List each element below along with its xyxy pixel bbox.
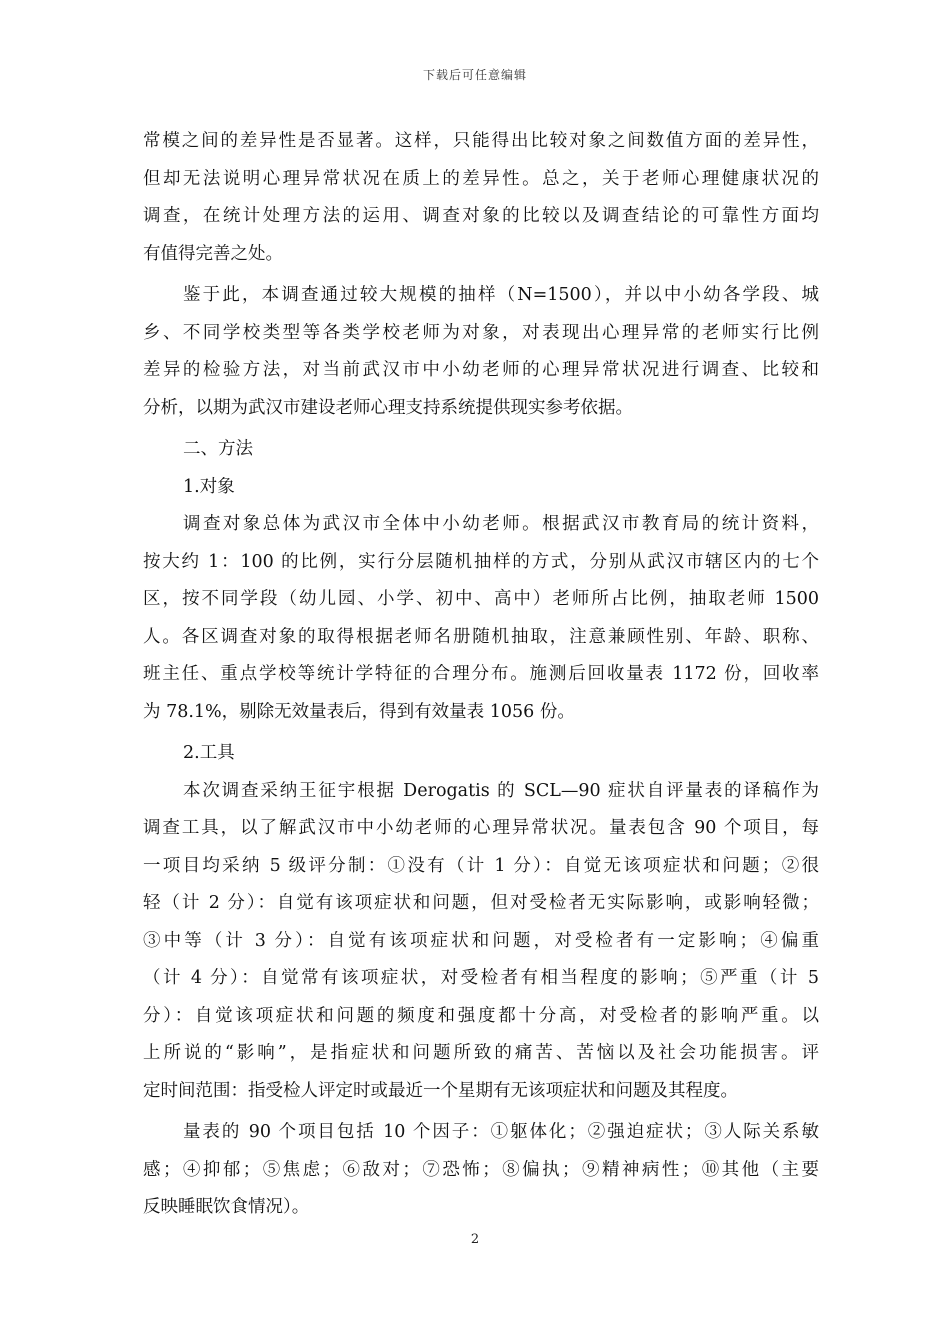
- text-line: ③中等（计 3 分）：自觉有该项症状和问题，对受检者有一定影响；④偏重: [143, 930, 819, 951]
- text-line: 轻（计 2 分）：自觉有该项症状和问题，但对受检者无实际影响，或影响轻微；: [143, 893, 819, 913]
- text-line: 分）：自觉该项症状和问题的频度和强度都十分高，对受检者的影响严重。以: [143, 1005, 819, 1026]
- text-line: 班主任、重点学校等统计学特征的合理分布。施测后回收量表 1172 份，回收率: [143, 664, 819, 684]
- paragraph: [143, 773, 819, 1111]
- text-line: 调查工具，以了解武汉市中小幼老师的心理异常状况。量表包含 90 个项目，每: [143, 818, 819, 838]
- text-line: 本次调查采纳王征宇根据 Derogatis 的 SCL—90 症状自评量表的译稿作为: [183, 780, 819, 801]
- text-line: 一项目均采纳 5 级评分制：①没有（计 1 分）：自觉无该项症状和问题；②很: [143, 855, 819, 876]
- text-line: 人。各区调查对象的取得根据老师名册随机抽取，注意兼顾性别、年龄、职称、: [143, 626, 819, 647]
- text-line: 有值得完善之处。: [143, 243, 283, 264]
- text-line: 乡、不同学校类型等各类学校老师为对象，对表现出心理异常的老师实行比例: [143, 322, 819, 343]
- text-line: 分析，以期为武汉市建设老师心理支持系统提供现实参考依据。: [143, 397, 633, 418]
- text-line: 按大约 1：100 的比例，实行分层随机抽样的方式，分别从武汉市辖区内的七个: [143, 551, 819, 572]
- text-line: 定时间范围：指受检人评定时或最近一个星期有无该项症状和问题及其程度。: [143, 1080, 738, 1101]
- heading-text: 2.工具: [183, 743, 235, 763]
- text-line: （计 4 分）：自觉常有该项症状，对受检者有相当程度的影响；⑤严重（计 5: [143, 968, 819, 988]
- paragraph: [143, 277, 819, 427]
- paragraph: [143, 1114, 819, 1227]
- text-line: 反映睡眠饮食情况）。: [143, 1197, 310, 1217]
- heading-text: 二、方法: [183, 439, 253, 459]
- paragraph: [143, 506, 819, 731]
- subsection-heading: [143, 469, 819, 507]
- text-line: 但却无法说明心理异常状况在质上的差异性。总之，关于老师心理健康状况的: [143, 168, 819, 189]
- text-line: 调查，在统计处理方法的运用、调查对象的比较以及调查结论的可靠性方面均: [143, 206, 819, 226]
- text-line: 为 78.1%，剔除无效量表后，得到有效量表 1056 份。: [143, 701, 575, 722]
- page-header: 下载后可任意编辑: [422, 68, 527, 82]
- document-body: [143, 123, 819, 1227]
- text-line: 上所说的“影响”，是指症状和问题所致的痛苦、苦恼以及社会功能损害。评: [143, 1043, 819, 1063]
- section-heading: [143, 431, 819, 469]
- heading-text: 1.对象: [183, 476, 235, 497]
- text-line: 区，按不同学段（幼儿园、小学、初中、高中）老师所占比例，抽取老师 1500: [143, 589, 819, 609]
- text-line: 鉴于此，本调查通过较大规模的抽样（N=1500），并以中小幼各学段、城: [183, 285, 819, 305]
- subsection-heading: [143, 735, 819, 773]
- text-line: 差异的检验方法，对当前武汉市中小幼老师的心理异常状况进行调查、比较和: [143, 360, 819, 380]
- paragraph: [143, 123, 819, 273]
- text-line: 常模之间的差异性是否显著。这样，只能得出比较对象之间数值方面的差异性，: [143, 131, 819, 151]
- text-line: 感；④抑郁；⑤焦虑；⑥敌对；⑦恐怖；⑧偏执；⑨精神病性；⑩其他（主要: [143, 1159, 819, 1180]
- page-number: 2: [470, 1232, 480, 1247]
- text-line: 量表的 90 个项目包括 10 个因子：①躯体化；②强迫症状；③人际关系敏: [183, 1122, 819, 1142]
- text-line: 调查对象总体为武汉市全体中小幼老师。根据武汉市教育局的统计资料，: [183, 514, 819, 534]
